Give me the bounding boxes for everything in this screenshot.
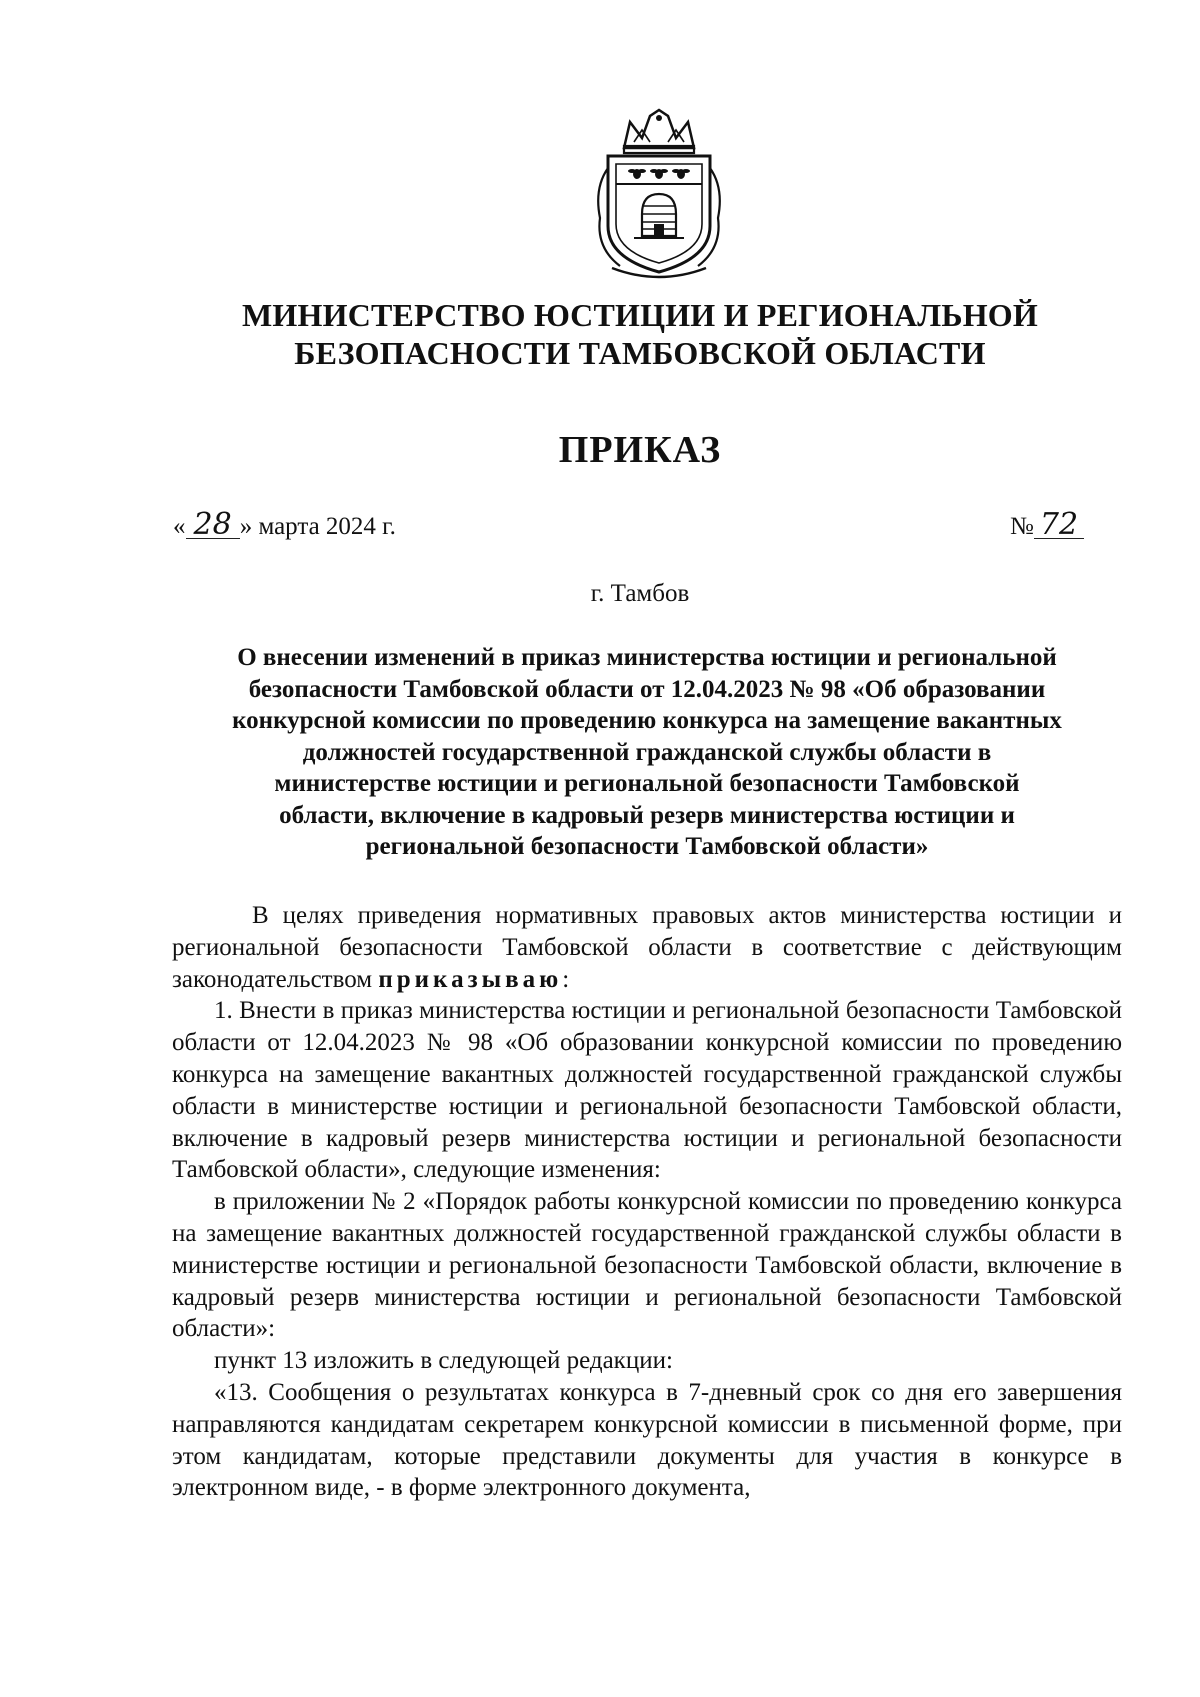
clause-1-paragraph: 1. Внести в приказ министерства юстиции и региональной безопасности Тамбовской области от 12.04.2023 № 98 «Об образовании конкурсной комиссии по проведению конкурса на замещение вакантных должностей государственной гражданской службы области в министерстве юстиции и региональной безопасности Тамбовской области, включение в кадровый резерв министерства юстиции и региональной безопасности Тамбовской области», следующие изменения: — [172, 997, 1122, 1184]
preamble-colon: : — [562, 965, 570, 993]
subject-line: области, включение в кадровый резерв министерства юстиции и — [279, 801, 1015, 829]
document-type-title: ПРИКАЗ — [558, 429, 722, 471]
date-quote-open: « — [173, 513, 186, 540]
order-number — [1010, 507, 1084, 542]
subject-line: должностей государственной гражданской службы области в — [302, 738, 992, 766]
subject-line: региональной безопасности Тамбовской области» — [365, 833, 929, 860]
order-body — [172, 900, 1122, 1504]
preamble-paragraph — [172, 900, 1122, 995]
date-month-year: » марта 2024 г. — [239, 513, 396, 540]
subject-line: безопасности Тамбовской области от 12.04.2023 № 98 «Об образовании — [248, 675, 1046, 703]
order-verb: приказываю — [378, 965, 563, 993]
order-subject — [172, 642, 1122, 863]
item-13-intro-paragraph: пункт 13 изложить в следующей редакции: — [214, 1347, 673, 1375]
city-name: г. Тамбов — [590, 580, 690, 607]
subject-line: О внесении изменений в приказ министерства юстиции и региональной — [237, 644, 1057, 671]
order-date — [173, 507, 396, 542]
ministry-name-line1: МИНИСТЕРСТВО ЮСТИЦИИ И РЕГИОНАЛЬНОЙ — [242, 297, 1038, 333]
appendix-paragraph: в приложении № 2 «Порядок работы конкурсной комиссии по проведению конкурса на замещение вакантных должностей государственной гражданской службы области в министерстве юстиции и региональной безопасности Тамбовской области, включение в кадровый резерв министерства юстиции и региональной безопасности Тамбовской области»: — [172, 1188, 1122, 1343]
number-sign: № — [1010, 513, 1034, 540]
handwritten-number: 72 — [1034, 512, 1084, 539]
item-13-text-paragraph: «13. Сообщения о результатах конкурса в 7-дневный срок со дня его завершения направляются кандидатам секретарем конкурсной комиссии в письменной форме, при этом кандидатам, которые представили документы для участия в конкурсе в электронном виде, - в форме электронного документа, — [172, 1378, 1122, 1502]
ministry-name-line2: БЕЗОПАСНОСТИ ТАМБОВСКОЙ ОБЛАСТИ — [294, 335, 986, 371]
ministry-name — [200, 296, 1080, 372]
handwritten-day: 28 — [186, 512, 240, 539]
preamble-text: В целях приведения нормативных правовых актов министерства юстиции и региональной безопасности Тамбовской области в соответствие с действующим законодательством — [172, 902, 1122, 993]
tambov-coat-of-arms-icon — [590, 108, 728, 280]
subject-line: министерстве юстиции и региональной безопасности Тамбовской — [274, 770, 1020, 797]
subject-line: конкурсной комиссии по проведению конкурса на замещение вакантных — [232, 707, 1062, 734]
